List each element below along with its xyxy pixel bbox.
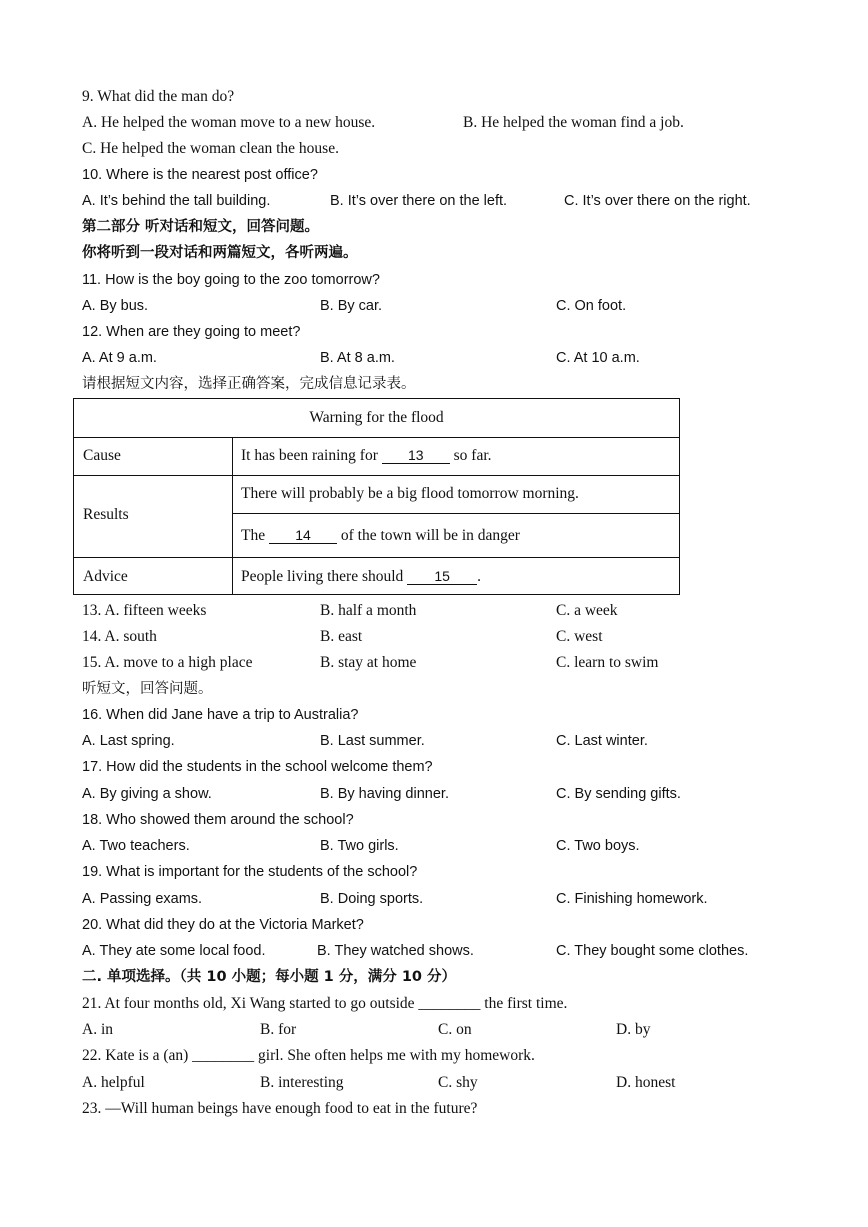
table-divider [74, 475, 679, 476]
advice-text [241, 568, 481, 586]
table-title: Warning for the flood [309, 409, 444, 426]
question-10: 10. Where is the nearest post office? [82, 167, 318, 183]
table-instruction: 请根据短文内容，选择正确答案，完成信息记录表。 [82, 376, 416, 392]
question-22: 22. Kate is a (an) ________ girl. She often helps me with my homework. [82, 1047, 535, 1064]
option-22b: B. interesting [260, 1074, 344, 1091]
advice-text-end: . [477, 568, 482, 585]
results-line-1: There will probably be a big flood tomorrow morning. [241, 485, 579, 502]
option-19c: C. Finishing homework. [556, 891, 708, 907]
option-22c: C. shy [438, 1074, 478, 1091]
table-column-divider [232, 437, 233, 594]
cause-text-end: so far. [453, 447, 492, 464]
results-label: Results [83, 506, 129, 523]
option-13b: B. half a month [320, 602, 417, 619]
results-text-start: The [241, 527, 266, 544]
option-12a: A. At 9 a.m. [82, 350, 157, 366]
option-9c: C. He helped the woman clean the house. [82, 140, 339, 157]
option-21a: A. in [82, 1021, 113, 1038]
option-20b: B. They watched shows. [317, 943, 474, 959]
option-16b: B. Last summer. [320, 733, 425, 749]
option-20c: C. They bought some clothes. [556, 943, 749, 959]
option-11c: C. On foot. [556, 298, 627, 314]
option-20a: A. They ate some local food. [82, 943, 266, 959]
option-9a: A. He helped the woman move to a new house. [82, 114, 376, 131]
table-divider [232, 513, 679, 514]
option-21c: C. on [438, 1021, 472, 1038]
question-19: 19. What is important for the students of the school? [82, 864, 418, 880]
blank-14: 14 [269, 527, 337, 544]
option-19b: B. Doing sports. [320, 891, 424, 907]
option-14a: 14. A. south [82, 628, 157, 645]
results-text-end: of the town will be in danger [340, 527, 520, 544]
option-15c: C. learn to swim [556, 654, 659, 671]
option-11b: B. By car. [320, 298, 383, 314]
option-11a: A. By bus. [82, 298, 149, 314]
option-10a: A. It’s behind the tall building. [82, 193, 271, 209]
option-10c: C. It’s over there on the right. [564, 193, 751, 209]
option-21b: B. for [260, 1021, 297, 1038]
option-18c: C. Two boys. [556, 838, 640, 854]
question-16: 16. When did Jane have a trip to Australia? [82, 707, 359, 723]
option-19a: A. Passing exams. [82, 891, 203, 907]
part2-heading: 第二部分 听对话和短文，回答问题。 [82, 219, 320, 235]
advice-text-start: People living there should [241, 568, 404, 585]
option-17a: A. By giving a show. [82, 786, 212, 802]
passage-instruction: 听短文，回答问题。 [82, 681, 213, 697]
option-18b: B. Two girls. [320, 838, 399, 854]
question-9: 9. What did the man do? [82, 88, 235, 105]
option-13a: 13. A. fifteen weeks [82, 602, 207, 619]
option-10b: B. It’s over there on the left. [330, 193, 508, 209]
option-22d: D. honest [616, 1074, 676, 1091]
option-21d: D. by [616, 1021, 651, 1038]
question-11: 11. How is the boy going to the zoo tomorrow? [82, 272, 380, 288]
option-13c: C. a week [556, 602, 618, 619]
question-23: 23. —Will human beings have enough food to eat in the future? [82, 1100, 478, 1117]
advice-label: Advice [83, 568, 128, 585]
option-17b: B. By having dinner. [320, 786, 449, 802]
option-12b: B. At 8 a.m. [320, 350, 395, 366]
cause-text [241, 447, 492, 465]
option-16a: A. Last spring. [82, 733, 175, 749]
option-14b: B. east [320, 628, 363, 645]
option-22a: A. helpful [82, 1074, 145, 1091]
question-18: 18. Who showed them around the school? [82, 812, 354, 828]
option-17c: C. By sending gifts. [556, 786, 681, 802]
blank-15: 15 [407, 568, 477, 585]
cause-label: Cause [83, 447, 121, 464]
question-21: 21. At four months old, Xi Wang started to go outside ________ the first time. [82, 995, 568, 1012]
cause-text-start: It has been raining for [241, 447, 378, 464]
question-17: 17. How did the students in the school welcome them? [82, 759, 433, 775]
part2-instruction: 你将听到一段对话和两篇短文，各听两遍。 [82, 245, 358, 261]
option-16c: C. Last winter. [556, 733, 648, 749]
option-15b: B. stay at home [320, 654, 417, 671]
option-18a: A. Two teachers. [82, 838, 190, 854]
question-20: 20. What did they do at the Victoria Market? [82, 917, 364, 933]
table-divider [74, 557, 679, 558]
results-line-2 [241, 527, 520, 545]
question-12: 12. When are they going to meet? [82, 324, 301, 340]
option-14c: C. west [556, 628, 603, 645]
flood-warning-table [73, 398, 680, 595]
option-12c: C. At 10 a.m. [556, 350, 640, 366]
blank-13: 13 [382, 447, 450, 464]
table-divider [74, 437, 679, 438]
section-2-heading: 二. 单项选择。（共 10 小题；每小题 1 分，满分 10 分） [82, 969, 457, 985]
option-15a: 15. A. move to a high place [82, 654, 253, 671]
option-9b: B. He helped the woman find a job. [463, 114, 684, 131]
